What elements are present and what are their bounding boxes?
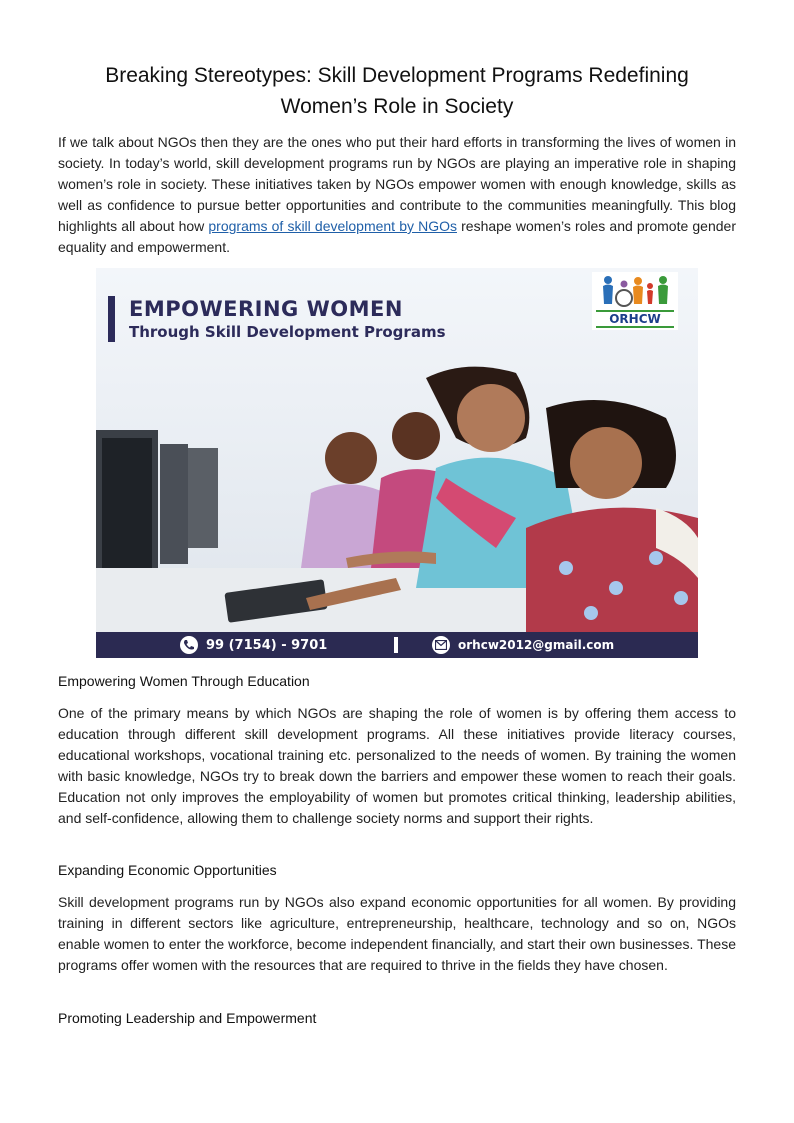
email-contact (432, 636, 614, 654)
banner-headline-sub: Through Skill Development Programs (129, 323, 446, 341)
logo-text: ORHCW (596, 310, 674, 328)
section-body-education: One of the primary means by which NGOs are shaping the role of women is by offering them access to education through different skill development programs. All these initiatives provide literacy courses, educational workshops, vocational training etc. personalized to the needs of women. By training the women with basic knowledge, NGOs try to break down the barriers and empower these women to reach their goals. Education not only improves the employability of women but promotes critical thinking, leadership abilities, and self-confidence, allowing them to challenge society norms and support their rights. (58, 705, 736, 826)
phone-number: 99 (7154) - 9701 (206, 637, 328, 653)
banner-headline-main: EMPOWERING WOMEN (129, 297, 403, 321)
intro-text-after: reshape women’s roles and promote gender equality and empowerment. (58, 218, 736, 255)
contact-separator (394, 637, 398, 653)
phone-contact (180, 636, 327, 654)
title-line-1: Breaking Stereotypes: Skill Development Programs Redefining (105, 64, 689, 87)
section-heading-economic: Expanding Economic Opportunities (58, 862, 277, 878)
section-heading-leadership: Promoting Leadership and Empowerment (58, 1010, 317, 1026)
phone-icon (180, 636, 198, 654)
skill-development-link[interactable]: programs of skill development by NGOs (208, 218, 457, 234)
banner-headline (108, 296, 446, 342)
banner-contact-bar (96, 632, 698, 658)
section-heading-education: Empowering Women Through Education (58, 673, 310, 689)
email-address: orhcw2012@gmail.com (458, 638, 615, 652)
section-body-economic: Skill development programs run by NGOs also expand economic opportunities for all women. By providing training in different sectors like agriculture, entrepreneurship, healthcare, technology and so on, NGOs enable women to enter the workforce, become independent financially, and start their own businesses. These programs offer women with the resources that are required to thrive in the fields they have chosen. (58, 894, 736, 973)
intro-paragraph (58, 132, 736, 258)
banner-image (96, 268, 698, 658)
family-logo-icon (592, 272, 678, 310)
title-line-2: Women’s Role in Society (280, 95, 514, 118)
orhcw-logo (592, 272, 678, 330)
email-icon (432, 636, 450, 654)
intro-text-before: If we talk about NGOs then they are the ones who put their hard efforts in transforming the lives of women in society. In today’s world, skill development programs run by NGOs are playing an imperative role in shaping women’s role in society. These initiatives taken by NGOs empower women with enough knowledge, skills as well as confidence to pursue better opportunities and contribute to the communities meaningfully. This blog highlights all about how (58, 134, 736, 234)
page-title (60, 60, 734, 122)
